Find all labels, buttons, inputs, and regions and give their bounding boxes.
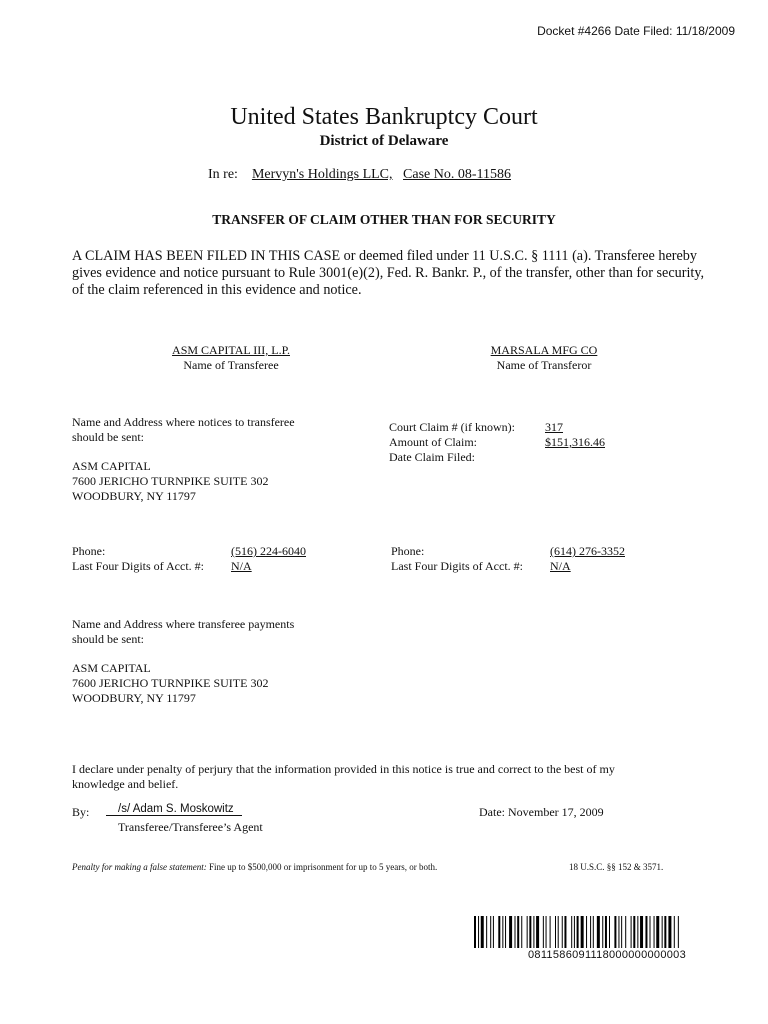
barcode-bar xyxy=(645,916,647,948)
claim-amount-label: Amount of Claim: xyxy=(389,435,477,449)
barcode-bar xyxy=(581,916,584,948)
signature-line xyxy=(106,803,242,816)
barcode-bar xyxy=(533,916,534,948)
notices-block xyxy=(72,415,362,504)
payments-block xyxy=(72,617,362,706)
transferee-label: Name of Transferee xyxy=(183,358,279,372)
barcode-bar xyxy=(662,916,663,948)
notices-address-line2: 7600 JERICHO TURNPIKE SUITE 302 xyxy=(72,474,269,488)
barcode-bar xyxy=(486,916,487,948)
barcode-bar xyxy=(637,916,638,948)
payments-address-line2: 7600 JERICHO TURNPIKE SUITE 302 xyxy=(72,676,269,690)
debtor-name: Mervyn's Holdings LLC, xyxy=(251,167,393,182)
transferor-acct-label: Last Four Digits of Acct. #: xyxy=(391,559,523,573)
barcode-bar xyxy=(493,916,494,948)
transferee-contact-values xyxy=(231,544,306,574)
claim-amount-value: $151,316.46 xyxy=(545,435,605,449)
barcode-bar xyxy=(515,916,516,948)
signer-role: Transferee/Transferee’s Agent xyxy=(118,820,263,834)
payments-label-line1: Name and Address where transferee payments xyxy=(72,617,295,631)
barcode-bar xyxy=(505,916,506,948)
court-title: United States Bankruptcy Court xyxy=(230,104,538,130)
notices-address-line3: WOODBURY, NY 11797 xyxy=(72,489,196,503)
claim-number-label: Court Claim # (if known): xyxy=(389,420,515,434)
transferee-acct: N/A xyxy=(231,559,252,573)
barcode-bar xyxy=(527,916,528,948)
barcode-bar xyxy=(654,916,655,948)
barcode-bar xyxy=(625,916,626,948)
barcode-bar xyxy=(577,916,579,948)
barcode-bar xyxy=(478,916,479,948)
case-number: Case No. 08-11586 xyxy=(403,167,511,182)
by-label: By: xyxy=(72,805,90,819)
barcode-bar xyxy=(546,916,547,948)
transferee-block xyxy=(131,343,331,373)
barcode-bar xyxy=(668,916,671,948)
case-caption xyxy=(208,167,511,183)
barcode-bar xyxy=(517,916,519,948)
transferor-contact-values xyxy=(550,544,625,574)
barcode-bar xyxy=(509,916,512,948)
barcode-bar xyxy=(574,916,575,948)
barcode-bar xyxy=(521,916,522,948)
transferee-acct-label: Last Four Digits of Acct. #: xyxy=(72,559,204,573)
barcode-bar xyxy=(564,916,566,948)
claim-values xyxy=(545,420,605,450)
payments-label-line2: should be sent: xyxy=(72,632,144,646)
declaration xyxy=(72,762,712,792)
barcode-bar xyxy=(490,916,491,948)
signer-name: /s/ Adam S. Moskowitz xyxy=(106,803,242,816)
barcode-bar xyxy=(674,916,675,948)
transferee-phone-label: Phone: xyxy=(72,544,106,558)
claim-number-value: 317 xyxy=(545,420,563,434)
claim-date-label: Date Claim Filed: xyxy=(389,450,475,464)
transferor-acct: N/A xyxy=(550,559,571,573)
penalty-label: Penalty for making a false statement: xyxy=(72,862,207,872)
intro-paragraph: A CLAIM HAS BEEN FILED IN THIS CASE or deemed filed under 11 U.S.C. § 1111 (a). Transferee hereby gives evidence and notice pursuant to Rule 3001(e)(2), Fed. R. Bankr. P., of the transfer, other than for security, of the claim referenced in this evidence and notice. xyxy=(72,248,705,298)
barcode-bar xyxy=(609,916,610,948)
transferee-contact-labels xyxy=(72,544,204,574)
barcode-bar xyxy=(618,916,619,948)
barcode-bar xyxy=(571,916,572,948)
barcode-bar xyxy=(590,916,591,948)
barcode-bar xyxy=(558,916,559,948)
transferor-name: MARSALA MFG CO xyxy=(490,343,598,357)
transferor-phone-label: Phone: xyxy=(391,544,425,558)
transferee-phone: (516) 224-6040 xyxy=(231,544,306,558)
transferor-phone: (614) 276-3352 xyxy=(550,544,625,558)
barcode-bar xyxy=(550,916,551,948)
barcode-bar xyxy=(678,916,679,948)
statute-reference: 18 U.S.C. §§ 152 & 3571. xyxy=(569,862,664,872)
document-heading: TRANSFER OF CLAIM OTHER THAN FOR SECURITY xyxy=(212,212,556,227)
in-re-label: In re: xyxy=(208,167,238,182)
notices-address-line1: ASM CAPITAL xyxy=(72,459,151,473)
barcode-bar xyxy=(621,916,622,948)
barcode-bar xyxy=(664,916,666,948)
barcode-bar xyxy=(605,916,607,948)
transferor-label: Name of Transferor xyxy=(496,358,592,372)
barcode-bar xyxy=(586,916,587,948)
declaration-line1: I declare under penalty of perjury that the information provided in this notice is true and correct to the best of my xyxy=(72,762,615,776)
barcode-number: 0811586091118000000000003 xyxy=(528,949,686,961)
barcode-bar xyxy=(481,916,484,948)
barcode-bar xyxy=(597,916,600,948)
barcode-bar xyxy=(562,916,563,948)
payments-address-line3: WOODBURY, NY 11797 xyxy=(72,691,196,705)
barcode-bar xyxy=(543,916,544,948)
barcode-bar xyxy=(656,916,659,948)
barcode-bar xyxy=(536,916,539,948)
barcode-graphic xyxy=(474,916,738,948)
barcode-bar xyxy=(498,916,500,948)
barcode-bar xyxy=(640,916,643,948)
barcode-bar xyxy=(633,916,635,948)
barcode-bar xyxy=(474,916,476,948)
barcode-bar xyxy=(650,916,651,948)
notices-label-line1: Name and Address where notices to transferee xyxy=(72,415,295,429)
barcode-bar xyxy=(555,916,556,948)
barcode-bar xyxy=(502,916,503,948)
barcode-bar xyxy=(602,916,603,948)
declaration-line2: knowledge and belief. xyxy=(72,777,179,791)
payments-address-line1: ASM CAPITAL xyxy=(72,661,151,675)
transferee-name: ASM CAPITAL III, L.P. xyxy=(172,343,290,357)
barcode-bar xyxy=(614,916,616,948)
signature-date: Date: November 17, 2009 xyxy=(479,805,604,819)
barcode-bar xyxy=(593,916,594,948)
penalty-text: Fine up to $500,000 or imprisonment for up to 5 years, or both. xyxy=(206,862,438,872)
notices-label-line2: should be sent: xyxy=(72,430,144,444)
docket-header: Docket #4266 Date Filed: 11/18/2009 xyxy=(537,24,735,38)
transferor-contact-labels xyxy=(391,544,523,574)
district-name: District of Delaware xyxy=(319,133,449,149)
transferor-block xyxy=(444,343,644,373)
barcode-bar xyxy=(529,916,531,948)
claim-labels xyxy=(389,420,515,465)
barcode-bar xyxy=(631,916,632,948)
penalty-note xyxy=(72,862,437,872)
